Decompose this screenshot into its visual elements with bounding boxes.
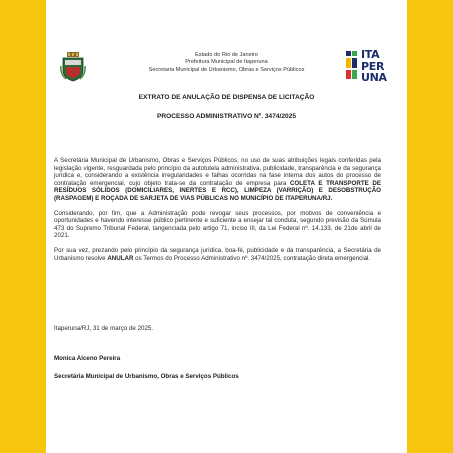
header-state: Estado do Rio de Janeiro [195, 52, 258, 58]
logo-mark-icon [346, 51, 358, 79]
document-title: EXTRATO DE ANULAÇÃO DE DISPENSA DE LICITAÇÃO [138, 94, 315, 101]
document-page [46, 0, 407, 453]
signer-role: Secretária Municipal de Urbanismo, Obras e Serviços Públicos [54, 373, 239, 380]
header-prefecture: Prefeitura Municipal de Itaperuna [185, 59, 268, 66]
paragraph-2: Considerando, por fim, que a Administração pode revogar seus processos, por motivos de conveniência e oportunidades e havendo interesse público pertinente e suficiente a ensejar tal conduta, segundo previsão da Súmula 473 do Supremo Tribunal Federal, tangenciada pelo artigo 71, inciso III, da Lei Federal nº. 14.133, de 21de abril de 2021. [54, 209, 381, 240]
logo-line-3: UNA [361, 71, 387, 84]
process-number: PROCESSO ADMINISTRATIVO Nº. 3474/2025 [156, 113, 297, 120]
paragraph-3-before: Por sua vez, prezando pelo princípio da segurança jurídica, boa-fé, publicidade e da transparência, a Secretária de Urbanismo resolve [54, 246, 381, 262]
itaperuna-logo [346, 49, 398, 89]
header-secretariat: Secretaria Municipal de Urbanismo, Obras e Serviços Públicos [148, 66, 305, 73]
paragraph-1-text: A Secretária Municipal de Urbanismo, Obras e Serviços Públicos, no uso de suas atribuições legais conferidas pela legislação vigente, resguardada pelo princípio da autotutela administrativa, publicidade, transparência e da segurança jurídica e, considerando a existência irregularidades e falhas ocorridas na fase interna dos autos do processo de contratação emergencial, cujo objeto trata-se da contratação de empresa para [54, 157, 381, 187]
paragraph-1-object: COLETA E TRANSPORTE DE RESÍDUOS SÓLIDOS (DOMICILIARES, INERTES E RCC), LIMPEZA (VARRIÇÃO) E DESOBSTRUÇÃO (RASPAGEM) E ROÇADA DE SARJETA DE VIAS PÚBLICAS NO MUNICÍPIO DE ITAPERUNA/RJ. [54, 179, 381, 202]
paragraph-1 [54, 157, 381, 203]
signer-name: Monica Alceno Pereira [54, 355, 121, 362]
paragraph-3-anular: ANULAR [107, 254, 134, 262]
document-body [54, 157, 381, 269]
paragraph-3 [54, 247, 381, 262]
document-date: Itaperuna/RJ, 31 de março de 2025. [54, 325, 154, 332]
paragraph-3-after: os Termos do Processo Administrativo nº. 3474/2025, contratação direta emergencial. [133, 254, 371, 262]
logo-line-2: PER [361, 59, 385, 73]
logo-line-1: ITA [361, 48, 380, 61]
